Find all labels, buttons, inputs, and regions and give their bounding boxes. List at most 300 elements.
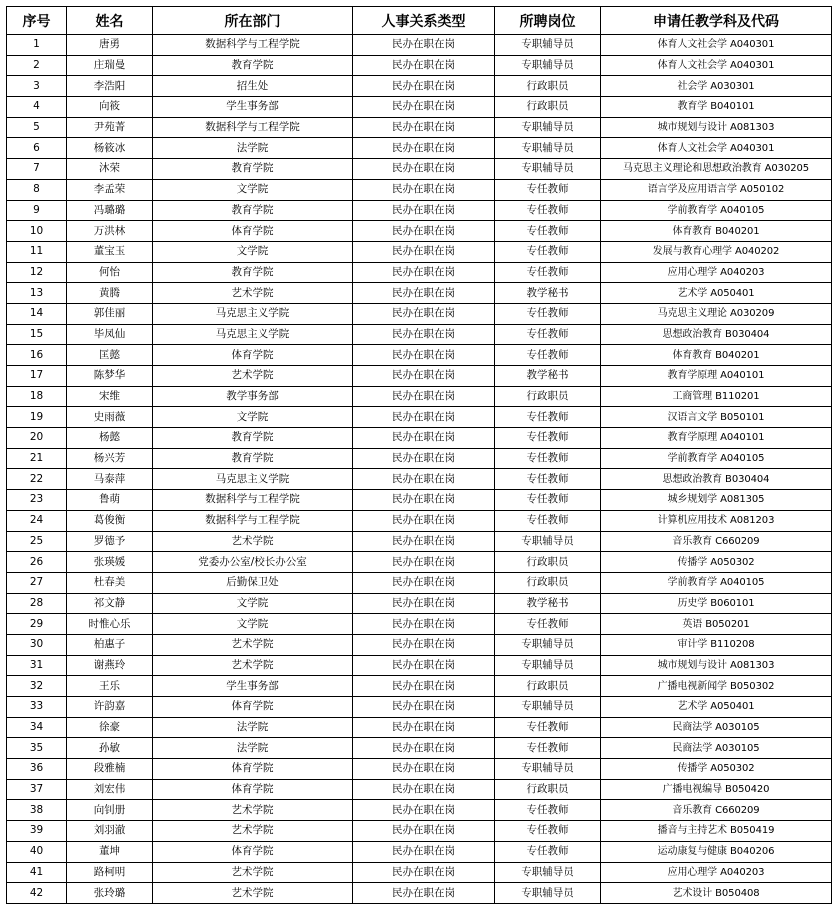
cell-no: 7 — [7, 159, 67, 180]
cell-dept: 马克思主义学院 — [153, 324, 353, 345]
cell-type: 民办在职在岗 — [353, 779, 495, 800]
cell-post: 专职辅导员 — [495, 117, 601, 138]
cell-type: 民办在职在岗 — [353, 655, 495, 676]
cell-dept: 艺术学院 — [153, 655, 353, 676]
cell-name: 刘羽澈 — [67, 821, 153, 842]
table-row — [7, 448, 832, 469]
cell-no: 4 — [7, 97, 67, 118]
cell-subject: 传播学 A050302 — [601, 552, 832, 573]
cell-subject: 城市规划与设计 A081303 — [601, 117, 832, 138]
cell-dept: 艺术学院 — [153, 366, 353, 387]
table-row — [7, 655, 832, 676]
cell-subject: 应用心理学 A040203 — [601, 262, 832, 283]
cell-dept: 党委办公室/校长办公室 — [153, 552, 353, 573]
table-row — [7, 35, 832, 56]
cell-dept: 体育学院 — [153, 779, 353, 800]
cell-post: 专任教师 — [495, 841, 601, 862]
cell-dept: 体育学院 — [153, 841, 353, 862]
cell-dept: 法学院 — [153, 717, 353, 738]
cell-type: 民办在职在岗 — [353, 241, 495, 262]
cell-post: 专职辅导员 — [495, 655, 601, 676]
column-header-subject: 申请任教学科及代码 — [601, 7, 832, 35]
cell-no: 22 — [7, 469, 67, 490]
cell-post: 专任教师 — [495, 490, 601, 511]
cell-no: 40 — [7, 841, 67, 862]
cell-subject: 城乡规划学 A081305 — [601, 490, 832, 511]
cell-no: 34 — [7, 717, 67, 738]
cell-no: 35 — [7, 738, 67, 759]
cell-no: 39 — [7, 821, 67, 842]
cell-subject: 审计学 B110208 — [601, 634, 832, 655]
cell-name: 罗德予 — [67, 531, 153, 552]
cell-subject: 艺术学 A050401 — [601, 283, 832, 304]
table-row — [7, 759, 832, 780]
cell-post: 专任教师 — [495, 821, 601, 842]
cell-type: 民办在职在岗 — [353, 303, 495, 324]
cell-type: 民办在职在岗 — [353, 324, 495, 345]
cell-post: 行政职员 — [495, 779, 601, 800]
cell-type: 民办在职在岗 — [353, 800, 495, 821]
cell-dept: 法学院 — [153, 138, 353, 159]
cell-dept: 马克思主义学院 — [153, 469, 353, 490]
cell-dept: 教育学院 — [153, 428, 353, 449]
cell-subject: 体育人文社会学 A040301 — [601, 138, 832, 159]
cell-post: 教学秘书 — [495, 593, 601, 614]
cell-name: 匡懿 — [67, 345, 153, 366]
cell-type: 民办在职在岗 — [353, 200, 495, 221]
table-row — [7, 179, 832, 200]
table-row — [7, 738, 832, 759]
cell-no: 33 — [7, 697, 67, 718]
cell-post: 专职辅导员 — [495, 697, 601, 718]
cell-dept: 艺术学院 — [153, 821, 353, 842]
table-row — [7, 469, 832, 490]
cell-no: 30 — [7, 634, 67, 655]
cell-post: 专职辅导员 — [495, 138, 601, 159]
cell-name: 路柯明 — [67, 862, 153, 883]
cell-dept: 招生处 — [153, 76, 353, 97]
cell-subject: 运动康复与健康 B040206 — [601, 841, 832, 862]
table-row — [7, 76, 832, 97]
cell-no: 8 — [7, 179, 67, 200]
table-row — [7, 883, 832, 904]
cell-type: 民办在职在岗 — [353, 738, 495, 759]
cell-post: 教学秘书 — [495, 283, 601, 304]
cell-type: 民办在职在岗 — [353, 345, 495, 366]
cell-type: 民办在职在岗 — [353, 97, 495, 118]
table-row — [7, 117, 832, 138]
cell-type: 民办在职在岗 — [353, 386, 495, 407]
cell-type: 民办在职在岗 — [353, 55, 495, 76]
cell-name: 王乐 — [67, 676, 153, 697]
table-row — [7, 717, 832, 738]
cell-post: 教学秘书 — [495, 366, 601, 387]
cell-dept: 数据科学与工程学院 — [153, 35, 353, 56]
cell-name: 毕凤仙 — [67, 324, 153, 345]
cell-no: 20 — [7, 428, 67, 449]
cell-dept: 法学院 — [153, 738, 353, 759]
cell-post: 专任教师 — [495, 510, 601, 531]
cell-post: 行政职员 — [495, 572, 601, 593]
cell-type: 民办在职在岗 — [353, 841, 495, 862]
cell-name: 张瑛媛 — [67, 552, 153, 573]
cell-name: 柏惠子 — [67, 634, 153, 655]
cell-no: 23 — [7, 490, 67, 511]
cell-dept: 艺术学院 — [153, 883, 353, 904]
cell-post: 专任教师 — [495, 800, 601, 821]
cell-post: 专任教师 — [495, 717, 601, 738]
table-row — [7, 676, 832, 697]
cell-subject: 民商法学 A030105 — [601, 717, 832, 738]
cell-no: 2 — [7, 55, 67, 76]
cell-type: 民办在职在岗 — [353, 572, 495, 593]
cell-subject: 语言学及应用语言学 A050102 — [601, 179, 832, 200]
cell-name: 万洪林 — [67, 221, 153, 242]
cell-subject: 艺术设计 B050408 — [601, 883, 832, 904]
cell-subject: 城市规划与设计 A081303 — [601, 655, 832, 676]
table-row — [7, 841, 832, 862]
cell-name: 杨兴芳 — [67, 448, 153, 469]
cell-post: 专任教师 — [495, 614, 601, 635]
cell-type: 民办在职在岗 — [353, 138, 495, 159]
cell-name: 沐荣 — [67, 159, 153, 180]
table-row — [7, 221, 832, 242]
cell-dept: 马克思主义学院 — [153, 303, 353, 324]
cell-no: 12 — [7, 262, 67, 283]
cell-subject: 英语 B050201 — [601, 614, 832, 635]
cell-name: 黄腾 — [67, 283, 153, 304]
table-row — [7, 821, 832, 842]
cell-no: 1 — [7, 35, 67, 56]
cell-type: 民办在职在岗 — [353, 283, 495, 304]
cell-subject: 思想政治教育 B030404 — [601, 324, 832, 345]
cell-type: 民办在职在岗 — [353, 697, 495, 718]
cell-subject: 马克思主义理论和思想政治教育 A030205 — [601, 159, 832, 180]
cell-subject: 广播电视新闻学 B050302 — [601, 676, 832, 697]
cell-type: 民办在职在岗 — [353, 179, 495, 200]
cell-post: 专职辅导员 — [495, 862, 601, 883]
cell-dept: 艺术学院 — [153, 283, 353, 304]
cell-type: 民办在职在岗 — [353, 428, 495, 449]
cell-subject: 汉语言文学 B050101 — [601, 407, 832, 428]
table-row — [7, 490, 832, 511]
cell-dept: 艺术学院 — [153, 862, 353, 883]
cell-subject: 音乐教育 C660209 — [601, 800, 832, 821]
cell-subject: 学前教育学 A040105 — [601, 572, 832, 593]
cell-type: 民办在职在岗 — [353, 221, 495, 242]
cell-name: 董坤 — [67, 841, 153, 862]
cell-subject: 教育学原理 A040101 — [601, 428, 832, 449]
staff-table-sheet — [6, 6, 831, 904]
cell-type: 民办在职在岗 — [353, 262, 495, 283]
cell-no: 37 — [7, 779, 67, 800]
cell-no: 38 — [7, 800, 67, 821]
cell-subject: 社会学 A030301 — [601, 76, 832, 97]
cell-name: 杨筱冰 — [67, 138, 153, 159]
cell-subject: 教育学 B040101 — [601, 97, 832, 118]
cell-post: 专职辅导员 — [495, 883, 601, 904]
table-row — [7, 593, 832, 614]
cell-name: 葛俊衡 — [67, 510, 153, 531]
cell-no: 14 — [7, 303, 67, 324]
table-header-row — [7, 7, 832, 35]
cell-dept: 艺术学院 — [153, 800, 353, 821]
table-row — [7, 159, 832, 180]
table-row — [7, 407, 832, 428]
cell-type: 民办在职在岗 — [353, 676, 495, 697]
cell-type: 民办在职在岗 — [353, 510, 495, 531]
cell-type: 民办在职在岗 — [353, 469, 495, 490]
cell-no: 16 — [7, 345, 67, 366]
cell-dept: 体育学院 — [153, 697, 353, 718]
cell-type: 民办在职在岗 — [353, 717, 495, 738]
cell-dept: 数据科学与工程学院 — [153, 490, 353, 511]
table-row — [7, 138, 832, 159]
cell-dept: 文学院 — [153, 179, 353, 200]
cell-subject: 民商法学 A030105 — [601, 738, 832, 759]
cell-type: 民办在职在岗 — [353, 883, 495, 904]
cell-no: 5 — [7, 117, 67, 138]
cell-subject: 体育人文社会学 A040301 — [601, 55, 832, 76]
cell-dept: 体育学院 — [153, 345, 353, 366]
cell-subject: 音乐教育 C660209 — [601, 531, 832, 552]
cell-dept: 数据科学与工程学院 — [153, 117, 353, 138]
cell-post: 行政职员 — [495, 76, 601, 97]
column-header-dept: 所在部门 — [153, 7, 353, 35]
cell-name: 李孟荣 — [67, 179, 153, 200]
cell-name: 马泰萍 — [67, 469, 153, 490]
cell-type: 民办在职在岗 — [353, 159, 495, 180]
cell-dept: 学生事务部 — [153, 676, 353, 697]
cell-subject: 马克思主义理论 A030209 — [601, 303, 832, 324]
cell-type: 民办在职在岗 — [353, 614, 495, 635]
table-row — [7, 55, 832, 76]
cell-post: 专职辅导员 — [495, 634, 601, 655]
cell-name: 尹苑菁 — [67, 117, 153, 138]
cell-no: 25 — [7, 531, 67, 552]
cell-post: 专任教师 — [495, 345, 601, 366]
cell-no: 9 — [7, 200, 67, 221]
cell-subject: 播音与主持艺术 B050419 — [601, 821, 832, 842]
cell-post: 行政职员 — [495, 552, 601, 573]
cell-name: 郭佳丽 — [67, 303, 153, 324]
cell-name: 陈梦华 — [67, 366, 153, 387]
table-row — [7, 800, 832, 821]
cell-post: 专任教师 — [495, 179, 601, 200]
cell-subject: 工商管理 B110201 — [601, 386, 832, 407]
cell-dept: 教育学院 — [153, 159, 353, 180]
cell-name: 向钊册 — [67, 800, 153, 821]
cell-post: 专任教师 — [495, 303, 601, 324]
cell-name: 何怡 — [67, 262, 153, 283]
cell-type: 民办在职在岗 — [353, 366, 495, 387]
cell-name: 冯璐璐 — [67, 200, 153, 221]
cell-name: 张玲璐 — [67, 883, 153, 904]
cell-post: 行政职员 — [495, 676, 601, 697]
cell-post: 专任教师 — [495, 221, 601, 242]
cell-post: 专任教师 — [495, 407, 601, 428]
cell-name: 祁文静 — [67, 593, 153, 614]
cell-no: 41 — [7, 862, 67, 883]
cell-name: 时惟心乐 — [67, 614, 153, 635]
cell-subject: 发展与教育心理学 A040202 — [601, 241, 832, 262]
cell-subject: 广播电视编导 B050420 — [601, 779, 832, 800]
cell-subject: 体育教育 B040201 — [601, 345, 832, 366]
cell-name: 许韵嘉 — [67, 697, 153, 718]
cell-no: 32 — [7, 676, 67, 697]
table-row — [7, 366, 832, 387]
cell-no: 15 — [7, 324, 67, 345]
table-row — [7, 97, 832, 118]
cell-subject: 传播学 A050302 — [601, 759, 832, 780]
cell-no: 27 — [7, 572, 67, 593]
column-header-no: 序号 — [7, 7, 67, 35]
cell-subject: 历史学 B060101 — [601, 593, 832, 614]
cell-post: 专任教师 — [495, 262, 601, 283]
cell-type: 民办在职在岗 — [353, 862, 495, 883]
cell-post: 专职辅导员 — [495, 531, 601, 552]
cell-name: 孙敏 — [67, 738, 153, 759]
cell-dept: 教学事务部 — [153, 386, 353, 407]
table-row — [7, 531, 832, 552]
cell-name: 李浩阳 — [67, 76, 153, 97]
cell-name: 鲁萌 — [67, 490, 153, 511]
cell-no: 11 — [7, 241, 67, 262]
table-row — [7, 283, 832, 304]
cell-type: 民办在职在岗 — [353, 821, 495, 842]
cell-post: 专职辅导员 — [495, 55, 601, 76]
table-row — [7, 510, 832, 531]
table-row — [7, 779, 832, 800]
cell-type: 民办在职在岗 — [353, 552, 495, 573]
table-row — [7, 697, 832, 718]
cell-subject: 应用心理学 A040203 — [601, 862, 832, 883]
table-row — [7, 200, 832, 221]
cell-name: 宋维 — [67, 386, 153, 407]
cell-name: 史雨薇 — [67, 407, 153, 428]
cell-post: 专职辅导员 — [495, 759, 601, 780]
column-header-post: 所聘岗位 — [495, 7, 601, 35]
cell-no: 17 — [7, 366, 67, 387]
cell-post: 专任教师 — [495, 448, 601, 469]
cell-subject: 学前教育学 A040105 — [601, 200, 832, 221]
cell-subject: 艺术学 A050401 — [601, 697, 832, 718]
cell-type: 民办在职在岗 — [353, 448, 495, 469]
cell-dept: 教育学院 — [153, 448, 353, 469]
cell-dept: 学生事务部 — [153, 97, 353, 118]
cell-dept: 文学院 — [153, 593, 353, 614]
cell-no: 29 — [7, 614, 67, 635]
cell-type: 民办在职在岗 — [353, 759, 495, 780]
cell-dept: 后勤保卫处 — [153, 572, 353, 593]
cell-post: 专任教师 — [495, 241, 601, 262]
cell-no: 3 — [7, 76, 67, 97]
cell-post: 专职辅导员 — [495, 35, 601, 56]
table-row — [7, 262, 832, 283]
cell-subject: 学前教育学 A040105 — [601, 448, 832, 469]
cell-type: 民办在职在岗 — [353, 76, 495, 97]
cell-dept: 教育学院 — [153, 200, 353, 221]
cell-dept: 文学院 — [153, 241, 353, 262]
cell-no: 26 — [7, 552, 67, 573]
cell-name: 杜春美 — [67, 572, 153, 593]
table-row — [7, 345, 832, 366]
cell-no: 10 — [7, 221, 67, 242]
cell-name: 庄瑞曼 — [67, 55, 153, 76]
table-body — [7, 35, 832, 904]
table-row — [7, 386, 832, 407]
cell-name: 徐豪 — [67, 717, 153, 738]
staff-table — [6, 6, 832, 904]
cell-post: 专任教师 — [495, 428, 601, 449]
cell-no: 24 — [7, 510, 67, 531]
cell-subject: 体育人文社会学 A040301 — [601, 35, 832, 56]
cell-name: 刘宏伟 — [67, 779, 153, 800]
cell-no: 19 — [7, 407, 67, 428]
column-header-name: 姓名 — [67, 7, 153, 35]
cell-subject: 教育学原理 A040101 — [601, 366, 832, 387]
cell-name: 向筱 — [67, 97, 153, 118]
cell-post: 行政职员 — [495, 97, 601, 118]
cell-no: 13 — [7, 283, 67, 304]
cell-type: 民办在职在岗 — [353, 490, 495, 511]
cell-name: 唐勇 — [67, 35, 153, 56]
table-row — [7, 241, 832, 262]
cell-subject: 思想政治教育 B030404 — [601, 469, 832, 490]
cell-no: 18 — [7, 386, 67, 407]
table-row — [7, 552, 832, 573]
table-row — [7, 572, 832, 593]
cell-type: 民办在职在岗 — [353, 593, 495, 614]
cell-no: 21 — [7, 448, 67, 469]
cell-dept: 艺术学院 — [153, 531, 353, 552]
cell-dept: 数据科学与工程学院 — [153, 510, 353, 531]
column-header-type: 人事关系类型 — [353, 7, 495, 35]
cell-type: 民办在职在岗 — [353, 531, 495, 552]
cell-name: 董宝玉 — [67, 241, 153, 262]
cell-post: 专任教师 — [495, 738, 601, 759]
cell-type: 民办在职在岗 — [353, 117, 495, 138]
cell-dept: 艺术学院 — [153, 634, 353, 655]
cell-no: 31 — [7, 655, 67, 676]
cell-name: 段雅楠 — [67, 759, 153, 780]
cell-dept: 体育学院 — [153, 221, 353, 242]
cell-post: 行政职员 — [495, 386, 601, 407]
cell-subject: 计算机应用技术 A081203 — [601, 510, 832, 531]
table-row — [7, 862, 832, 883]
cell-dept: 教育学院 — [153, 55, 353, 76]
cell-post: 专职辅导员 — [495, 159, 601, 180]
table-row — [7, 428, 832, 449]
cell-no: 28 — [7, 593, 67, 614]
table-row — [7, 634, 832, 655]
cell-no: 42 — [7, 883, 67, 904]
cell-dept: 体育学院 — [153, 759, 353, 780]
cell-post: 专任教师 — [495, 324, 601, 345]
cell-post: 专任教师 — [495, 200, 601, 221]
cell-post: 专任教师 — [495, 469, 601, 490]
cell-type: 民办在职在岗 — [353, 35, 495, 56]
cell-name: 谢燕玲 — [67, 655, 153, 676]
cell-type: 民办在职在岗 — [353, 634, 495, 655]
cell-name: 杨懿 — [67, 428, 153, 449]
table-row — [7, 614, 832, 635]
cell-dept: 文学院 — [153, 407, 353, 428]
table-row — [7, 324, 832, 345]
cell-dept: 教育学院 — [153, 262, 353, 283]
cell-subject: 体育教育 B040201 — [601, 221, 832, 242]
table-row — [7, 303, 832, 324]
